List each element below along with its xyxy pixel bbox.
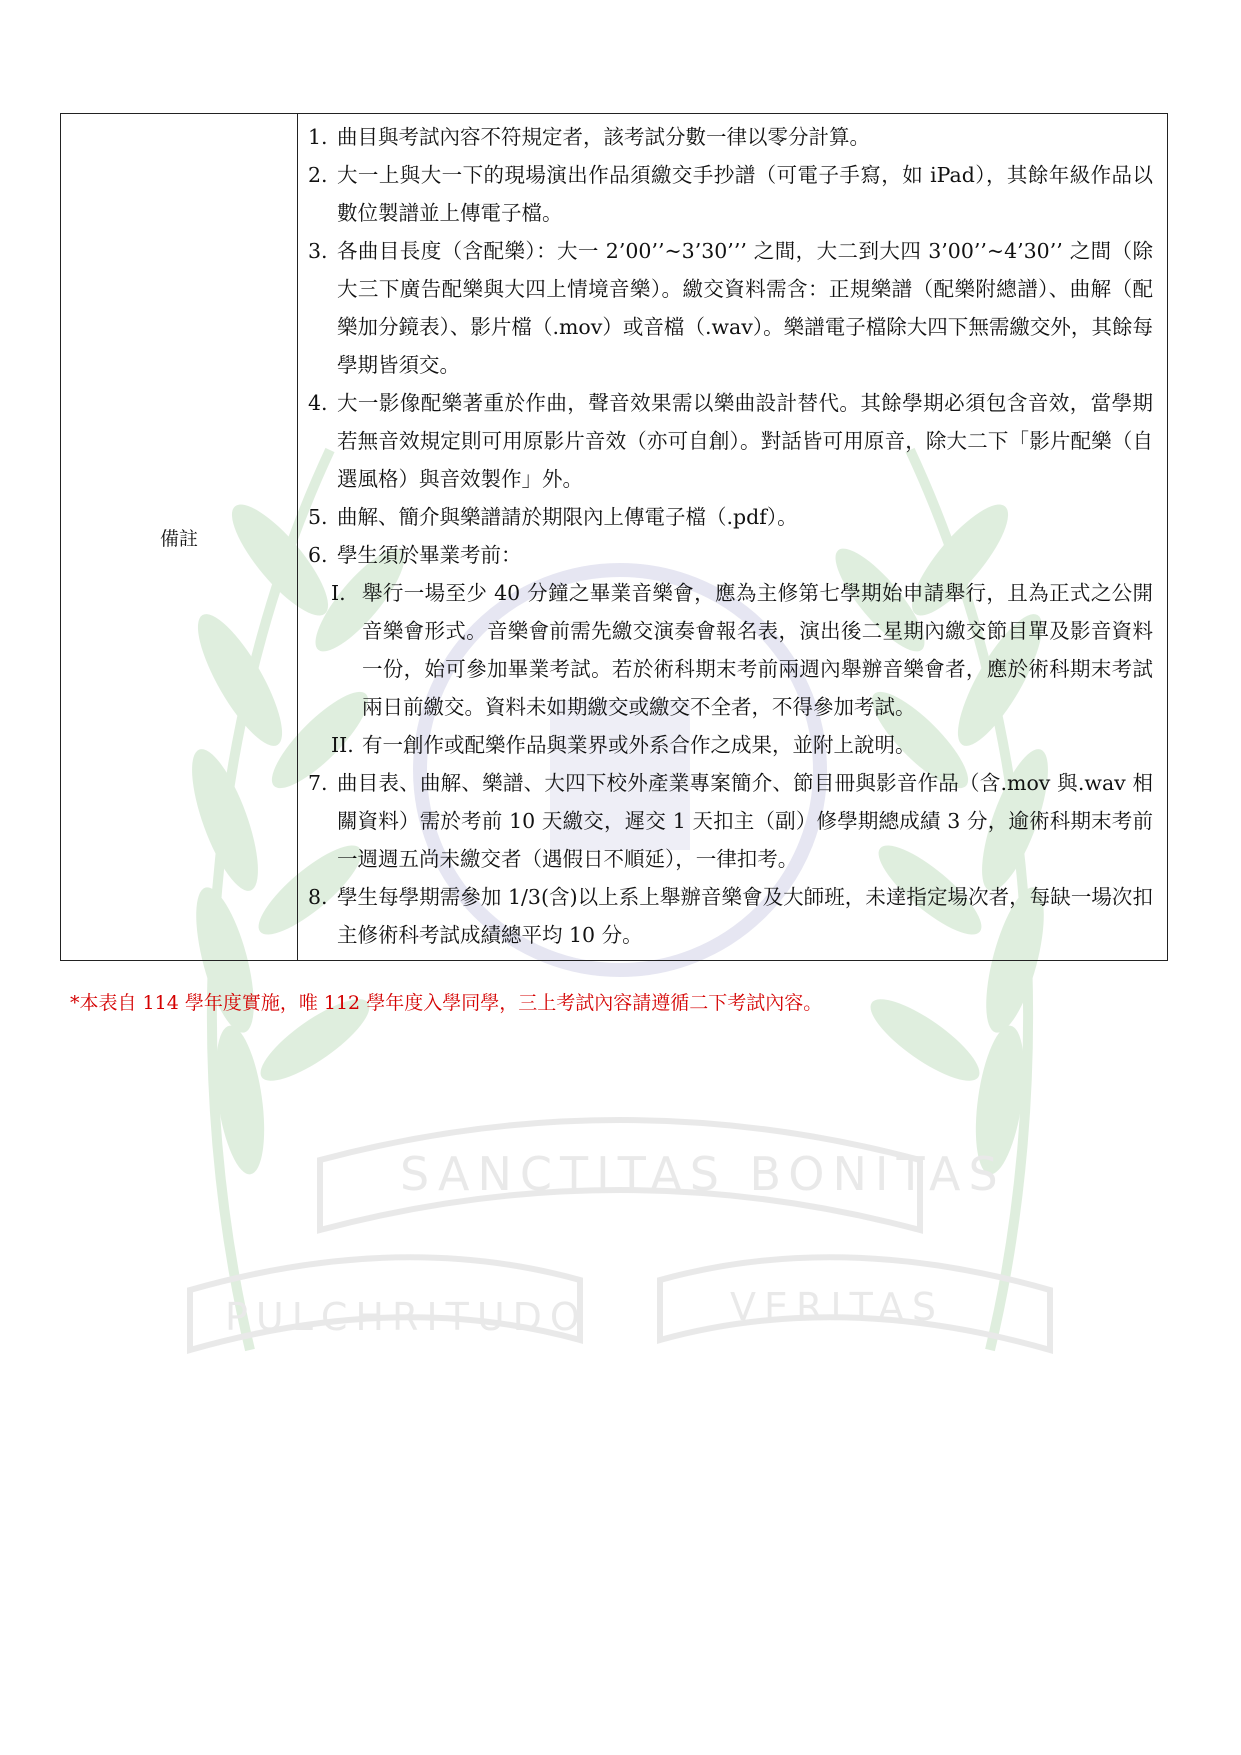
note-number: 6. [308, 543, 328, 567]
note-number: 8. [308, 885, 328, 909]
note-number: 5. [308, 505, 328, 529]
note-text: 學生每學期需參加 1/3(含)以上系上舉辦音樂會及大師班，未達指定場次者，每缺一場次扣主修術科考試成績總平均 10 分。 [337, 885, 1153, 947]
note-number: 2. [308, 163, 328, 187]
footnote: *本表自 114 學年度實施，唯 112 學年度入學同學，三上考試內容請遵循二下考試內容。 [70, 992, 823, 1014]
sub-note-text: 舉行一場至少 40 分鐘之畢業音樂會，應為主修第七學期始申請舉行，且為正式之公開音樂會形式。音樂會前需先繳交演奏會報名表，演出後二星期內繳交節目單及影音資料一份，始可參加畢業考試。若於術科期末考前兩週內舉辦音樂會者，應於術科期末考試兩日前繳交。資料未如期繳交或繳交不全者，不得參加考試。 [362, 581, 1153, 719]
note-item [308, 384, 1153, 498]
note-text: 學生須於畢業考前： [337, 543, 522, 567]
note-item [308, 156, 1153, 232]
remarks-table [60, 113, 1168, 961]
sub-note-item [308, 726, 1153, 764]
note-text: 大一影像配樂著重於作曲，聲音效果需以樂曲設計替代。其餘學期必須包含音效，當學期若無音效規定則可用原影片音效（亦可自創）。對話皆可用原音，除大二下「影片配樂（自選風格）與音效製作」外。 [337, 391, 1153, 491]
note-text: 曲目表、曲解、樂譜、大四下校外產業專案簡介、節目冊與影音作品（含.mov 與.wav 相關資料）需於考前 10 天繳交，遲交 1 天扣主（副）修學期總成績 3 分，逾術科期末考前一週週五尚未繳交者（遇假日不順延），一律扣考。 [337, 771, 1153, 871]
sub-note-number: II. [331, 733, 354, 757]
watermark-banner-right: VERITAS [730, 1285, 944, 1329]
note-item [308, 232, 1153, 384]
remarks-label: 備註 [61, 114, 298, 960]
note-item [308, 498, 1153, 536]
watermark-banner-top: SANCTITAS BONITAS [400, 1147, 1006, 1201]
note-number: 4. [308, 391, 328, 415]
note-text: 曲目與考試內容不符規定者，該考試分數一律以零分計算。 [337, 125, 870, 149]
note-text: 各曲目長度（含配樂）：大一 2’00’’~3’30’’’ 之間，大二到大四 3’00’’~4’30’’ 之間（除大三下廣告配樂與大四上情境音樂）。繳交資料需含：正規樂譜（配樂附總譜）、曲解（配樂加分鏡表）、影片檔（.mov）或音檔（.wav）。樂譜電子檔除大四下無需繳交外，其餘每學期皆須交。 [337, 239, 1153, 377]
sub-note-text: 有一創作或配樂作品與業界或外系合作之成果，並附上說明。 [362, 733, 916, 757]
note-number: 7. [308, 771, 328, 795]
remarks-content [298, 114, 1167, 960]
note-number: 3. [308, 239, 328, 263]
sub-note-number: I. [331, 581, 346, 605]
note-item [308, 536, 1153, 574]
watermark-banner-left: PULCHRITUDO [225, 1295, 588, 1339]
note-item [308, 118, 1153, 156]
note-item [308, 764, 1153, 878]
note-item [308, 878, 1153, 954]
note-text: 大一上與大一下的現場演出作品須繳交手抄譜（可電子手寫，如 iPad），其餘年級作品以數位製譜並上傳電子檔。 [337, 163, 1153, 225]
note-text: 曲解、簡介與樂譜請於期限內上傳電子檔（.pdf）。 [337, 505, 798, 529]
sub-note-item [308, 574, 1153, 726]
note-number: 1. [308, 125, 328, 149]
